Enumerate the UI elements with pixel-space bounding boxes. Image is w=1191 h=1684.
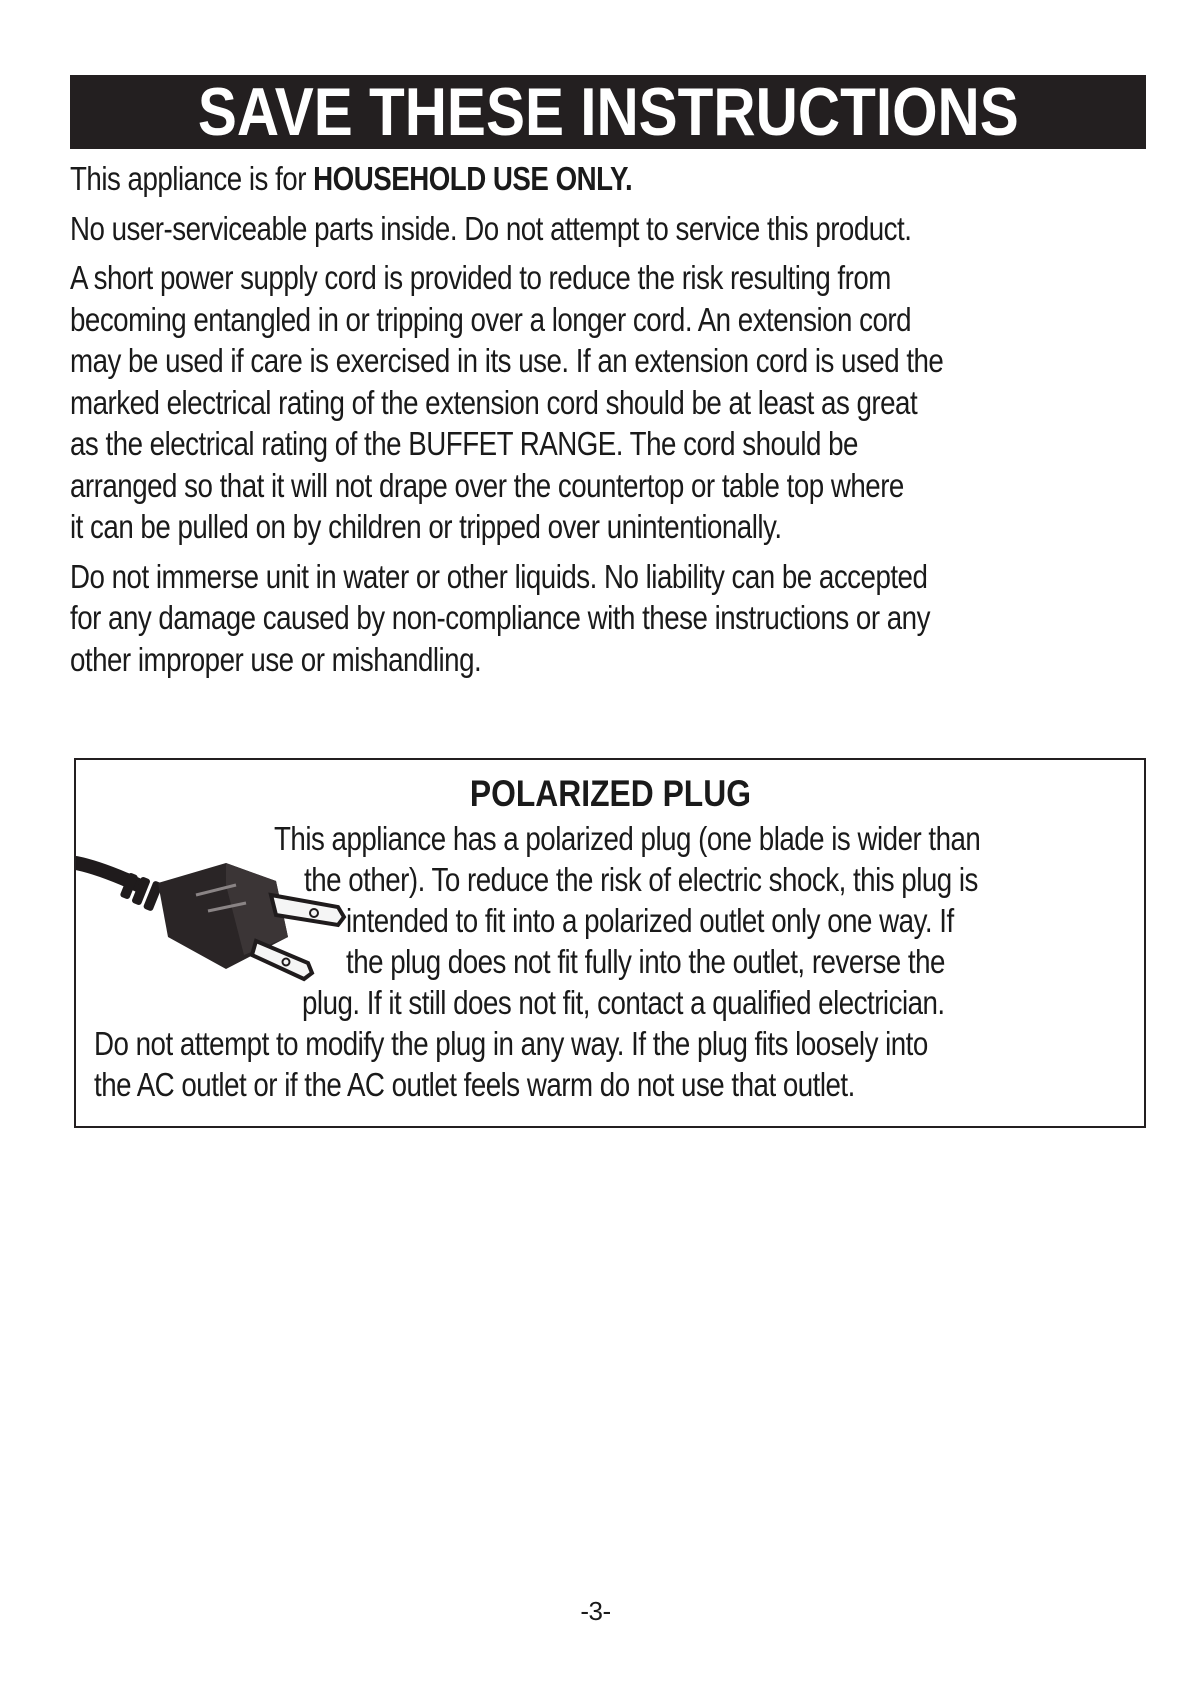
polarized-plug-title: POLARIZED PLUG bbox=[469, 773, 751, 814]
polarized-line: intended to fit into a polarized outlet only one way. If bbox=[346, 902, 954, 939]
cord-line: as the electrical rating of the BUFFET RANGE. The cord should be bbox=[70, 425, 858, 462]
cord-paragraph bbox=[70, 257, 1150, 548]
immerse-line: other improper use or mishandling. bbox=[70, 640, 482, 678]
page-title-banner bbox=[70, 75, 1146, 149]
cord-line: it can be pulled on by children or tripped over unintentionally. bbox=[70, 508, 782, 545]
service-text: No user-serviceable parts inside. Do not attempt to service this product. bbox=[70, 209, 912, 247]
polarized-line: the plug does not fit fully into the outlet, reverse the bbox=[346, 943, 945, 980]
polarized-line: plug. If it still does not fit, contact a qualified electrician. bbox=[302, 984, 945, 1021]
immerse-paragraph bbox=[70, 556, 1150, 681]
instructions-body bbox=[70, 158, 1150, 688]
page-title: SAVE THESE INSTRUCTIONS bbox=[197, 75, 1019, 149]
household-paragraph bbox=[70, 158, 1150, 200]
polarized-plug-heading bbox=[76, 772, 1144, 816]
immerse-line: for any damage caused by non-compliance with these instructions or any bbox=[70, 599, 930, 636]
cord-line: marked electrical rating of the extension cord should be at least as great bbox=[70, 383, 918, 421]
immerse-line: Do not immerse unit in water or other liquids. No liability can be accepted bbox=[70, 557, 928, 595]
polarized-plug-box bbox=[74, 758, 1146, 1128]
cord-line: A short power supply cord is provided to reduce the risk resulting from bbox=[70, 259, 891, 296]
household-emphasis: HOUSEHOLD USE ONLY. bbox=[313, 160, 633, 197]
page-number: -3- bbox=[580, 1596, 611, 1626]
polarized-line: This appliance has a polarized plug (one blade is wider than bbox=[274, 820, 981, 857]
polarized-line: Do not attempt to modify the plug in any way. If the plug fits loosely into bbox=[94, 1025, 928, 1062]
service-paragraph bbox=[70, 208, 1150, 250]
cord-line: becoming entangled in or tripping over a longer cord. An extension cord bbox=[70, 300, 912, 338]
cord-line: may be used if care is exercised in its use. If an extension cord is used the bbox=[70, 342, 944, 379]
polarized-line: the AC outlet or if the AC outlet feels warm do not use that outlet. bbox=[94, 1066, 855, 1103]
polarized-line: the other). To reduce the risk of electric shock, this plug is bbox=[304, 861, 978, 898]
household-prefix: This appliance is for bbox=[70, 160, 314, 197]
cord-line: arranged so that it will not drape over the countertop or table top where bbox=[70, 466, 904, 504]
